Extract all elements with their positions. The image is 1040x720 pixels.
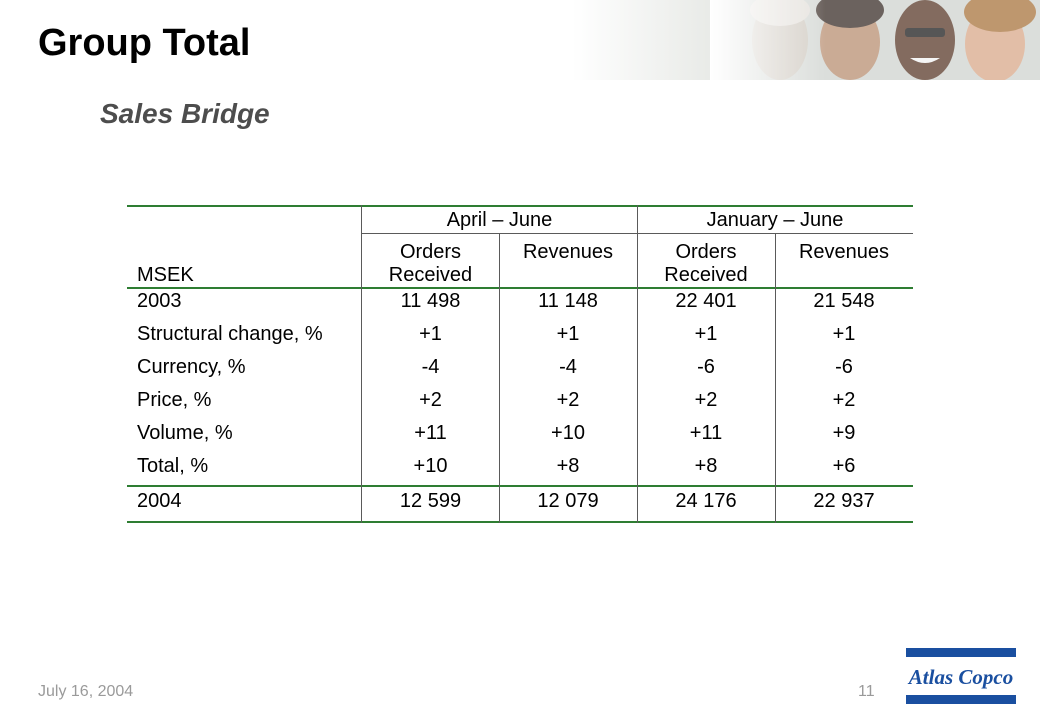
table-cell: -6 — [835, 356, 853, 378]
sales-bridge-table — [127, 205, 913, 523]
table-cell: 22 937 — [813, 490, 875, 512]
footer-date: July 16, 2004 — [38, 683, 134, 700]
table-cell: +1 — [694, 323, 718, 345]
col-header-line2: Received — [388, 264, 473, 286]
row-label: Structural change, % — [137, 323, 323, 345]
unit-label: MSEK — [137, 264, 194, 286]
table-cell: +10 — [413, 455, 448, 477]
table-cell: +1 — [832, 323, 856, 345]
table-cell: 22 401 — [675, 290, 737, 312]
table-rule-bottom — [127, 521, 913, 523]
table-rule-top — [127, 205, 913, 207]
table-cell: 12 599 — [399, 490, 462, 512]
slide-subtitle: Sales Bridge — [100, 98, 270, 129]
row-label: 2004 — [137, 490, 182, 512]
row-label: Price, % — [137, 389, 212, 411]
table-cell: 11 148 — [538, 290, 598, 312]
table-cell: +1 — [419, 323, 442, 345]
table-cell: -4 — [559, 356, 577, 378]
col-header-line1: Revenues — [522, 241, 614, 263]
table-cell: +2 — [832, 389, 856, 411]
table-cell: 12 079 — [537, 490, 599, 512]
table-cell: +10 — [551, 422, 585, 444]
table-rule-total — [127, 485, 913, 487]
table-cell: +11 — [689, 422, 723, 444]
logo-text: Atlas Copco — [908, 665, 1014, 689]
table-cell: -6 — [697, 356, 715, 378]
col-header-line1: Orders — [675, 241, 737, 263]
col-header-line1: Revenues — [798, 241, 890, 263]
table-cell: +1 — [556, 323, 580, 345]
atlas-copco-logo — [906, 648, 1016, 704]
table-group-rule — [361, 233, 913, 234]
row-label: Total, % — [137, 455, 209, 477]
table-cell: 11 498 — [400, 290, 461, 312]
slide-title: Group Total — [38, 22, 251, 64]
table-cell: 21 548 — [813, 290, 875, 312]
row-label: 2003 — [137, 290, 182, 312]
page-number: 11 — [858, 683, 875, 700]
table-cell: -4 — [421, 356, 440, 378]
people-photo — [710, 0, 1040, 80]
table-cell: +2 — [556, 389, 580, 411]
table-cell: 24 176 — [675, 490, 737, 512]
table-cell: +9 — [832, 422, 856, 444]
table-cell: +8 — [694, 455, 718, 477]
table-cell: +8 — [556, 455, 580, 477]
col-header-line1: Orders — [399, 241, 462, 263]
table-cell: +2 — [419, 389, 442, 411]
row-label: Currency, % — [137, 356, 246, 378]
group-header-april-june: April – June — [446, 209, 553, 231]
table-cell: +2 — [694, 389, 718, 411]
table-cell: +11 — [414, 422, 447, 444]
group-header-january-june: January – June — [706, 209, 844, 231]
col-header-line2: Received — [664, 264, 748, 286]
table-cell: +6 — [832, 455, 856, 477]
row-label: Volume, % — [137, 422, 233, 444]
